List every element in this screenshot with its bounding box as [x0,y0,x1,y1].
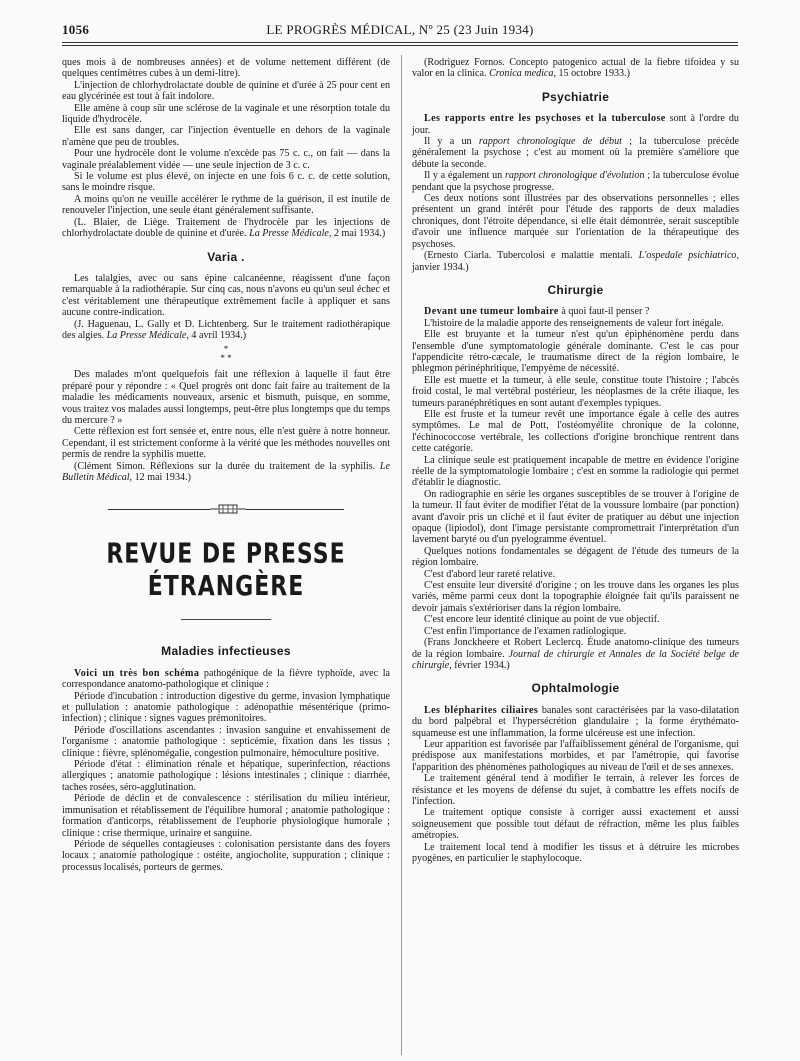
paragraph: L'histoire de la maladie apporte des renseignements de valeur fort inégale. [424,317,724,329]
paragraph [412,113,739,136]
paragraph: Ces deux notions sont illustrées par des observations personnelles ; elles présentent un grand intérêt pour l'étude des rapports de deux maladies chroniques, dont l'étroite dépendance, si elle était démontrée, serait susceptible d'avoir une influence marquée sur l'orientation de la thérapeutique des psychoses. [412,193,739,250]
citation [62,319,390,342]
citation-text: (Frans Jonckheere et Robert Leclercq. Étude anatomo-clinique des tumeurs de la région lombaire. [412,637,739,660]
paragraph: Si le volume est plus élevé, on injecte en une fois 6 c. c. de cette solution, sans le moindre risque. [62,171,390,194]
citation-text: (Ernesto Ciarla. Tubercolosi e malattie mentali. [424,250,639,262]
paragraph [412,306,739,317]
asterism-top: * [223,344,229,355]
paragraph: Période de déclin et de convalescence : stérilisation du milieu intérieur, immunisation et rétablissement de l'équilibre humoral ; anatomie pathologique : formation d'anticorps, rétablissement de l'euphorie physiologique humorale ; clinique : crise thermique, urinaire et sanguine. [62,793,390,839]
paragraph: A moins qu'on ne veuille accélérer le rythme de la guérison, il est inutile de renouveler l'injection, une seule étant généralement suffisante. [62,193,390,217]
journal-title: LE PROGRÈS MÉDICAL, Nº 25 (23 Juin 1934) [266,22,534,37]
paragraph: L'injection de chlorhydrolactate double de quinine et d'urée à 25 pour cent en eau glycérinée est tout à fait indolore. [62,79,390,103]
asterism-bottom: * * [220,353,232,364]
paragraph: C'est encore leur identité clinique au point de vue objectif. [424,614,660,626]
banner-rule [181,619,271,620]
divider-line [246,509,344,510]
section-heading-varia: Varia . [207,249,245,264]
paragraph: On radiographie en série les organes susceptibles de se trouver à l'origine de la tumeur. Il faut éviter de modifier l'état de la voussure lombaire (par ponction) avant d'avoir pris un cliché et il faut éviter de pratiquer au début une injection opaque (lipiodol), dont l'image persistante compromettrait l'interprétation d'un lavement baryté ou d'un pyelogramme éventuel. [412,488,739,546]
citation-journal: Le Bulletin Médical, [62,460,390,483]
citation-text: (L. Blaier, de Liège. Traitement de l'hydrocèle par les injections de chlorhydrolactate double de quinine et d'urée. [62,216,390,240]
paragraph: Période d'incubation : introduction digestive du germe, invasion lymphatique et pullulation : anatomie pathologique : adénopathie mésentérique (primo-infection) ; clinique : signes vagues prémonitoires. [62,690,390,725]
paragraph: Période d'état : élimination rénale et hépatique, superinfection, réactions allergiques ; anatomie pathologique : lésions intestinales ; clinique : diarrhée, taches rosées, séro-agglutination. [62,759,390,793]
lead-phrase: Devant une tumeur lombaire [424,306,559,318]
lead-phrase: Les rapports entre les psychoses et la tuberculose [424,113,666,125]
paragraph-text: sont à l'ordre du jour. [412,113,739,136]
paragraph-text: ; la tuberculose évolue pendant que la psychose progresse. [412,170,739,193]
header-rule [62,42,738,43]
section-heading-maladies: Maladies infectieuses [161,644,291,659]
divider-line [108,509,210,510]
citation-text: (Rodriguez Fornos. Concepto patogenico actual de la fiebre tifoidea y su valor en la clinica. [412,57,739,80]
section-heading-psychiatrie: Psychiatrie [541,89,610,104]
paragraph [412,136,739,170]
citation [62,217,390,240]
lead-phrase: Voici un très bon schéma [74,667,200,679]
paragraph: Le traitement local tend à modifier les tissus et à détruire les microbes pyogènes, en particulier le staphylocoque. [412,841,739,864]
paragraph: C'est enfin l'importance de l'examen radiologique. [424,625,627,637]
citation-journal: L'ospedale psichiatrico, [638,250,740,262]
paragraph: Période d'oscillations ascendantes : invasion sanguine et envahissement de l'organisme : anatomie pathologique : septicémie, fixation dans les tissus ; clinique : fièvre, splénomégalie, congestion pulmonaire, hémoculture positive. [62,724,390,759]
left-column [62,57,390,873]
paragraph: La clinique seule est pratiquement incapable de mettre en évidence l'origine réelle de la symptomatologie lombaire ; c'est en somme la radiologie qui permet d'établir le diagnostic. [412,454,739,489]
emphasis: rapport chronologique d'évolution [504,170,645,182]
paragraph: Cette réflexion est fort sensée et, entre nous, elle n'est guère à notre honneur. Cependant, il est strictement conforme à la vérité que les méthodes nouvelles ont permis de rendre la syphilis muette. [62,426,390,461]
running-header [62,20,738,42]
paragraph-text: ; la tuberculose précède généralement la psychose ; c'est au moment où la première s'améliore que débute la seconde. [412,136,739,170]
section-heading-ophtalmologie: Ophtalmologie [531,681,620,696]
citation-date: 15 octobre 1933.) [555,68,630,80]
citation-date: février 1934.) [451,659,510,671]
header-rule-double [62,45,738,46]
paragraph-text: Il y a également un [424,170,505,182]
paragraph: Des malades m'ont quelquefois fait une réflexion à laquelle il faut être préparé pour y répondre : « Quel progrès ont donc fait faire au traitement de la maladie les médicaments nouveaux, arsenic et bismuth, puisque, en somme, vous traitez vos malades aussi longtemps, peut-être plus longtemps que du temps du mercure ? » [62,369,390,426]
section-heading-chirurgie: Chirurgie [547,282,604,297]
paragraph: Le traitement optique consiste à corriger aussi exactement et aussi soigneusement que possible tout défaut de réfraction, même les plus faibles amétropies. [412,807,739,842]
paragraph [412,705,739,739]
paragraph: Elle est muette et la tumeur, à elle seule, constitue toute l'histoire ; l'abcès froid costal, le mal vertébral postérieur, les néoplasmes de la crête iliaque, les tumeurs paranéphrétiques en sont autant d'exemples typiques. [412,374,739,409]
citation-date: 4 avril 1934.) [188,329,247,341]
paragraph-text: banales sont caractérisées par la vaso-dilatation du bord palpébral et l'hypersécrétion glandulaire ; la forme érythémato-squameuse est une inflammation, la forme ulcéreuse est une infection. [412,704,739,739]
citation [412,250,739,273]
citation-journal: La Presse Médicale, [249,228,332,240]
paragraph: Le traitement général tend à modifier le terrain, à relever les forces de résistance et les moyens de défense du sujet, à combattre les effets nocifs de l'infection. [412,773,739,807]
page-number: 1056 [62,22,90,37]
citation-date: 12 mai 1934.) [132,472,191,483]
citation-journal: Cronica medica, [489,68,556,80]
ornament-icon [210,503,246,515]
paragraph: Pour une hydrocèle dont le volume n'excède pas 75 c. c., on fait — dans la vaginale préalablement vidée — une seule injection de 3 c. c. [62,148,390,171]
citation-journal: La Presse Médicale, [106,329,189,341]
citation-journal: Journal de chirurgie et Annales de la Société belge de chirurgie, [412,648,740,671]
citation-text: (Clément Simon. Réflexions sur la durée du traitement de la syphilis. [74,460,380,472]
emphasis: rapport chronologique de début [478,136,622,148]
citation-date: janvier 1934.) [412,261,469,273]
citation [412,637,739,671]
paragraph: Leur apparition est favorisée par l'affaiblissement général de l'organisme, qui prédispose aux manifestations morbides, et par l'amétropie, qui favorise l'apparition des phénomènes pathologiques au niveau de l'œil et de ses annexes. [412,738,739,773]
paragraph: Elle est sans danger, car l'injection éventuelle en dehors de la vaginale n'amène que peu de troubles. [62,125,390,148]
paragraph: Les talalgies, avec ou sans épine calcanéenne, réagissent d'une façon remarquable à la radiothérapie. Sur cinq cas, nous n'avons eu qu'un seul échec et c'est véritablement une thérapeutique extrêmement facile à appliquer et sans aucune contre-indication. [62,272,390,319]
paragraph: Elle est fruste et la tumeur revêt une importance égale à celle des autres symptômes. Le mal de Pott, l'ostéomyélite chronique de la colonne, l'échinococcose vertébrale, les collections d'origine bronchique rentrent dans cette catégorie. [412,408,739,455]
citation [62,461,390,484]
paragraph-text: Il y a un [424,136,479,148]
paragraph: ques mois à de nombreuses années) et de volume nettement différent (de quelques centimètres cubes à un demi-litre). [62,57,390,80]
paragraph: Période de séquelles contagieuses : colonisation persistante dans des foyers locaux ; anatomie pathologique : ostéite, angiocholite, suppuration ; clinique : processus localisés, porteurs de germes. [62,838,390,873]
lead-phrase: Les blépharites ciliaires [424,704,539,716]
paragraph-text: pathogénique de la fièvre typhoïde, avec la correspondance anatomo-pathologique et clinique : [62,667,390,691]
section-banner: REVUE DE PRESSE ÉTRANGÈRE [106,538,346,603]
citation-text: (J. Haguenau, L. Gally et D. Lichtenberg. Sur le traitement radiothérapique des algies. [62,318,390,341]
citation-date: 2 mai 1934.) [331,228,386,240]
paragraph: Elle est bruyante et la tumeur n'est qu'un épiphénomène perdu dans l'ensemble d'une symptomatologie générale dominante. C'est le cas pour l'appendicite rétro-cæcale, le traumatisme direct de la région lombaire, le phlegmon périnéphritique, l'empyème de nécessité. [412,329,739,375]
right-column [412,57,739,864]
paragraph: C'est d'abord leur rareté relative. [424,568,556,580]
paragraph: Quelques notions fondamentales se dégagent de l'étude des tumeurs de la région lombaire. [412,545,739,569]
paragraph [412,170,739,193]
paragraph: C'est ensuite leur diversité d'origine ; on les trouve dans les organes les plus variés, même parmi ceux dont la topographie éloignée fait qu'ils paraissent ne devoir jamais s'extérioriser dans la région lombaire. [412,580,739,614]
paragraph: Elle amène à coup sûr une sclérose de la vaginale et une résorption totale du liquide d'hydrocèle. [62,102,390,126]
paragraph [62,668,390,691]
ornamental-divider [62,501,390,519]
column-separator [401,55,402,1055]
asterism [62,345,390,363]
citation [412,57,739,80]
paragraph-text: à quoi faut-il penser ? [558,306,650,318]
